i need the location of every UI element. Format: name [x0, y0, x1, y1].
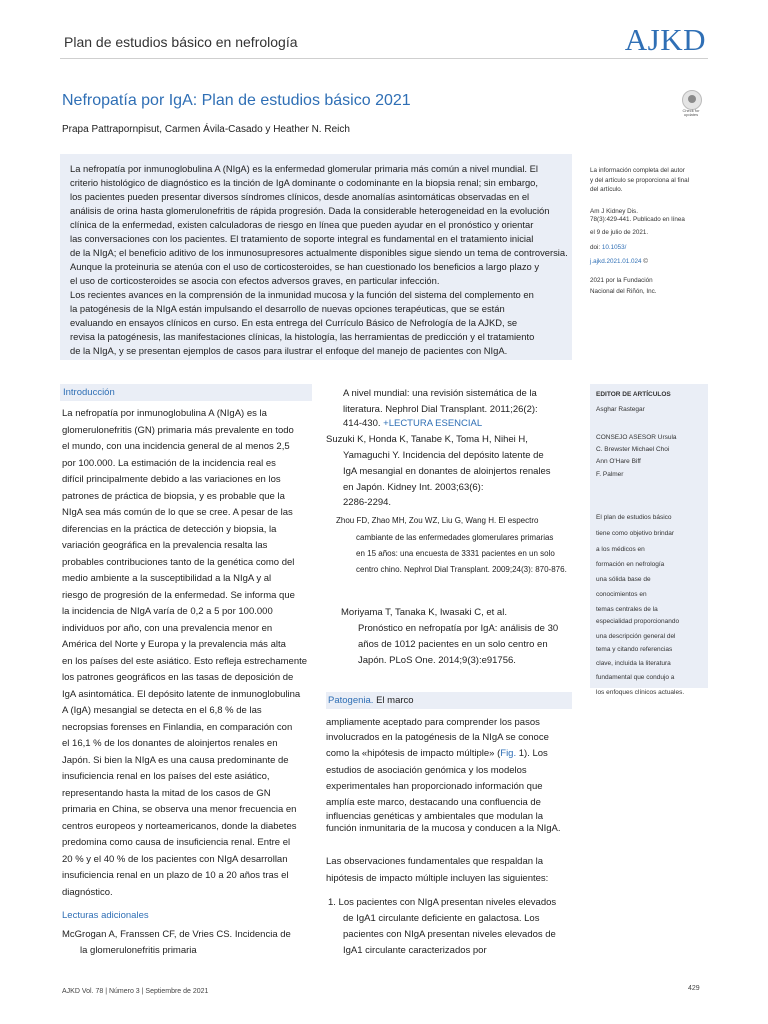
citation-line: el 9 de julio de 2021. [590, 229, 649, 236]
ref-line: literatura. Nephrol Dial Transplant. 2011;26(2): [343, 404, 538, 415]
body-line: ampliamente aceptado para comprender los pasos [326, 717, 540, 728]
description-line: conocimientos en [596, 591, 647, 598]
footer-citation: AJKD Vol. 78 | Número 3 | Septiembre de 2021 [62, 988, 209, 995]
ref-line: Yamaguchi Y. Incidencia del depósito latente de [343, 450, 544, 461]
ref-line: en 15 años: una encuesta de 3331 pacientes en un solo [356, 549, 555, 558]
intro-line: riesgo de progresión de la enfermedad. Se informa que [62, 590, 295, 601]
citation-line: 78(3):429-441. Publicado en línea [590, 216, 685, 223]
copyright-line: 2021 por la Fundación [590, 277, 653, 284]
journal-logo: AJKD [624, 22, 706, 57]
section-heading-additional-reading: Lecturas adicionales [62, 910, 149, 921]
abstract-line: revisa la patogénesis, las manifestaciones clínicas, la histología, las herramientas de predicción y el tratamiento [70, 331, 535, 342]
copyright-symbol: © [641, 258, 648, 265]
abstract-line: La nefropatía por inmunoglobulina A (NIgA) es la enfermedad glomerular primaria más común a nivel mundial. El [70, 163, 538, 174]
description-line: una descripción general del [596, 633, 676, 640]
description-line: temas centrales de la [596, 606, 658, 613]
abstract-line: análisis de orina hasta glomerulonefritis de rápida progresión. Dada la considerable heterogeneidad en la evolución [70, 205, 550, 216]
abstract-line: Aunque la proteinuria se atenúa con el uso de corticosteroides, se han cuestionado los beneficios a largo plazo y [70, 261, 540, 272]
intro-line: medio ambiente a la susceptibilidad a la NIgA y al [62, 573, 272, 584]
ref-line: Pronóstico en nefropatía por IgA: análisis de 30 [358, 623, 559, 634]
intro-line: el 16,1 % de los donantes de aloinjertos renales en [62, 738, 278, 749]
doi-line [590, 258, 648, 265]
body-line: estudios de asociación genómica y los modelos [326, 765, 527, 776]
ref-line: en Japón. Kidney Int. 2003;63(6): [343, 482, 484, 493]
board-line: C. Brewster Michael Choi [596, 446, 670, 453]
reading-line: la glomerulonefritis primaria [80, 945, 197, 956]
page-number: 429 [688, 985, 700, 992]
board-line: CONSEJO ASESOR Ursula [596, 434, 677, 441]
ref-line: A nivel mundial: una revisión sistemática de la [343, 388, 537, 399]
abstract-line: Los recientes avances en la comprensión de la inmunidad mucosa y la función del sistema del complemento en [70, 289, 534, 300]
ref-line: cambiante de las enfermedades glomerulares primarias [356, 533, 554, 542]
body-line: involucrados en la patogénesis de la NIgA se conoce [326, 732, 549, 743]
intro-line: insuficiencia renal en un plazo de 10 a 20 años tras el [62, 870, 289, 881]
description-line: clave, incluida la literatura [596, 660, 671, 667]
body-text: como la «hipótesis de impacto múltiple» ( [326, 748, 501, 759]
intro-line: América del Norte y Europa y la prevalencia más alta [62, 639, 286, 650]
intro-line: en los países del este asiático. Esto refleja estrechamente [62, 656, 308, 667]
doi-link[interactable]: j.ajkd.2021.01.024 [590, 258, 642, 265]
ref-line: 2286-2294. [343, 497, 392, 508]
body-line: función inmunitaria de la mucosa y conducen a la NIgA. [326, 823, 561, 834]
intro-line: difícil principalmente debido a las variaciones en los [62, 474, 281, 485]
check-for-updates-badge[interactable] [676, 90, 706, 120]
intro-line: glomerulonefritis (GN) primaria más prevalente en todo [62, 425, 294, 436]
intro-line: Japón. Si bien la NIgA es una causa predominante de [62, 755, 289, 766]
description-line: especialidad proporcionando [596, 618, 680, 625]
body-line: amplía este marco, destacando una confluencia de [326, 797, 541, 808]
intro-line: la incidencia de NIgA varía de 0,2 a 5 por 100.000 [62, 606, 273, 617]
abstract-line: de la NIgA; el beneficio aditivo de los inmunosupresores actualmente disponibles sigue siendo un tema de controversia. [70, 247, 568, 258]
body-line: influencias genéticas y ambientales que modulan la [326, 811, 544, 822]
authors: Prapa Pattrapornpisut, Carmen Ávila-Casado y Heather N. Reich [62, 124, 350, 135]
doi-link[interactable]: 10.1053/ [601, 244, 627, 251]
section-heading-pathogenesis [326, 692, 572, 709]
section-heading-introduction: Introducción [60, 384, 312, 401]
copyright-line: Nacional del Riñón, Inc. [590, 288, 657, 295]
intro-line: A (IgA) mesangial se detecta en el 6,8 % de las [62, 705, 262, 716]
description-line: tiene como objetivo brindar [596, 530, 675, 537]
intro-line: individuos por año, con una prevalencia menor en [62, 623, 273, 634]
body-line [326, 748, 548, 759]
abstract-line: evaluando en ensayos clínicos en curso. En esta entrega del Currículo Básico de Nefrología de la AJKD, se [70, 317, 518, 328]
figure-link[interactable]: Fig. [500, 748, 517, 759]
intro-line: 20 % y el 40 % de los pacientes con NIgA desarrollan [62, 854, 288, 865]
intro-line: patrones de práctica de biopsia, y es probable que la [62, 491, 285, 502]
body-line: experimentales han proporcionado información que [326, 781, 543, 792]
intro-line: diferencias en la práctica de detección y biopsia, la [62, 524, 277, 535]
ref-line: Suzuki K, Honda K, Tanabe K, Toma H, Nihei H, [326, 434, 528, 445]
intro-line: primaria en China, se observa una menor frecuencia en [62, 804, 297, 815]
editor-heading: EDITOR DE ARTÍCULOS [596, 391, 671, 398]
ref-line: Japón. PLoS One. 2014;9(3):e91756. [358, 655, 516, 666]
intro-line: predomina como causa de insuficiencia renal. Entre el [62, 837, 291, 848]
article-title: Nefropatía por IgA: Plan de estudios básico 2021 [62, 92, 411, 109]
intro-line: NIgA sea más común de lo que se cree. A pesar de las [62, 507, 293, 518]
list-item-line: de IgA1 circulante deficiente en galactosa. Los [343, 913, 540, 924]
abstract-line: las conversaciones con los pacientes. El tratamiento de soporte integral es fundamental en el tratamiento inicial [70, 233, 534, 244]
ref-line: Moriyama T, Tanaka K, Iwasaki C, et al. [341, 607, 507, 618]
intro-line: diagnóstico. [62, 887, 113, 898]
running-head: Plan de estudios básico en nefrología [64, 34, 298, 50]
description-line: El plan de estudios básico [596, 514, 672, 521]
description-line: los enfoques clínicos actuales. [596, 689, 685, 696]
intro-line: probables contribuciones tanto de la genética como del [62, 557, 295, 568]
pathogenesis-lead: El marco [376, 695, 414, 706]
description-line: tema y citando referencias [596, 646, 673, 653]
doi-prefix: doi: [590, 244, 602, 251]
list-item-line: IgA1 circulante caracterizados por [343, 945, 487, 956]
abstract-line: clínica de la enfermedad, existen calculadoras de riesgo en línea que pueden ayudar en el pronóstico y orientar [70, 219, 534, 230]
intro-line: centros europeos y norteamericanos, donde la diabetes [62, 821, 297, 832]
info-line: La información completa del autor [590, 167, 685, 174]
ref-line: años de 1012 pacientes en un solo centro en [358, 639, 548, 650]
info-line: y del artículo se proporciona al final [590, 177, 690, 184]
intro-line: necropsias forenses en Finlandia, en comparación con [62, 722, 293, 733]
abstract-line: los pacientes pueden presentar diversos síndromes clínicos, desde anomalías asintomáticas observadas en el [70, 191, 530, 202]
body-text: 1). Los [516, 748, 548, 759]
body-line: hipótesis de impacto múltiple incluyen las siguientes: [326, 873, 549, 884]
intro-line: representando hasta la mitad de los casos de GN [62, 788, 271, 799]
intro-line: insuficiencia renal en los países del este asiático, [62, 771, 270, 782]
editor-name: Asghar Rastegar [596, 406, 645, 413]
ref-line: Zhou FD, Zhao MH, Zou WZ, Liu G, Wang H. El espectro [336, 516, 539, 525]
abstract-line: la patogénesis de la NIgA están impulsando el desarrollo de nuevas opciones terapéuticas, que se están [70, 303, 505, 314]
list-item: 1. Los pacientes con NIgA presentan niveles elevados [328, 897, 557, 908]
ref-line [343, 418, 482, 429]
abstract-line: criterio histológico de diagnóstico es la tinción de IgA dominante o codominante en la biopsia renal; sin embargo, [70, 177, 538, 188]
intro-line: variación geográfica en la prevalencia resalta las [62, 540, 268, 551]
intro-line: La nefropatía por inmunoglobulina A (NIgA) es la [62, 408, 267, 419]
board-line: F. Palmer [596, 471, 624, 478]
body-line: Las observaciones fundamentales que respaldan la [326, 856, 544, 867]
abstract-line: el uso de corticosteroides se asocia con efectos adversos graves, en particular infección. [70, 275, 440, 286]
check-updates-icon [682, 90, 702, 110]
badge-label: Check for updates [682, 108, 700, 117]
abstract-line: de la NIgA, y se presentan ejemplos de casos para ilustrar el enfoque del manejo de pacientes con NIgA. [70, 345, 508, 356]
header-divider [60, 58, 708, 59]
doi-line [590, 244, 626, 251]
list-item-line: pacientes con NIgA presentan niveles elevados de [343, 929, 556, 940]
ref-line: IgA mesangial en donantes de aloinjertos renales [343, 466, 551, 477]
intro-line: por 100.000. La estimación de la incidencia real es [62, 458, 276, 469]
info-line: del artículo. [590, 186, 623, 193]
intro-line: IgA asintomática. El depósito latente de inmunoglobulina [62, 689, 301, 700]
ref-line: centro chino. Nephrol Dial Transplant. 2009;24(3): 870-876. [356, 565, 567, 574]
essential-reading-link[interactable]: +LECTURA ESENCIAL [383, 418, 483, 429]
intro-line: los patrones geográficos en las tasas de deposición de [62, 672, 294, 683]
description-line: una sólida base de [596, 576, 651, 583]
pathogenesis-label: Patogenia. [328, 695, 377, 706]
ref-pages: 414-430. [343, 418, 384, 429]
intro-line: el mundo, con una incidencia general de al menos 2,5 [62, 441, 290, 452]
description-line: a los médicos en [596, 546, 645, 553]
description-line: fundamental que condujo a [596, 674, 675, 681]
description-line: formación en nefrología [596, 561, 665, 568]
reading-line: McGrogan A, Franssen CF, de Vries CS. Incidencia de [62, 929, 291, 940]
citation-line: Am J Kidney Dis. [590, 208, 638, 215]
board-line: Ann O'Hare Biff [596, 458, 641, 465]
